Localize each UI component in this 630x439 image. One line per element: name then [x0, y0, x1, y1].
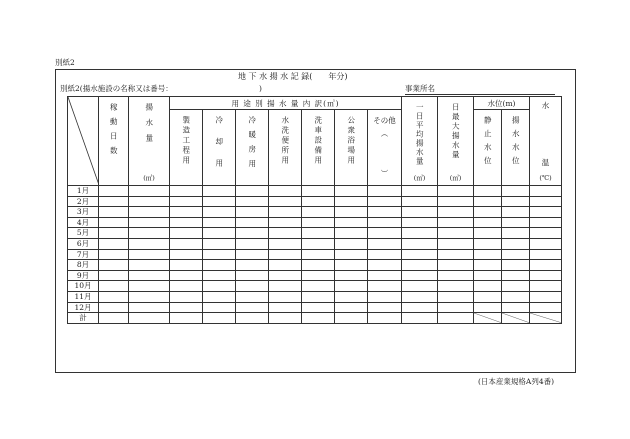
entry-cell[interactable] — [530, 238, 562, 249]
entry-cell[interactable] — [474, 196, 502, 207]
entry-cell[interactable] — [335, 207, 368, 218]
entry-cell[interactable] — [368, 270, 402, 281]
table-row — [68, 291, 562, 302]
entry-cell[interactable] — [236, 291, 269, 302]
entry-cell[interactable] — [203, 270, 236, 281]
entry-cell[interactable] — [474, 249, 502, 260]
entry-cell[interactable] — [502, 249, 530, 260]
entry-cell[interactable] — [402, 281, 438, 292]
entry-cell[interactable] — [474, 217, 502, 228]
entry-cell[interactable] — [335, 281, 368, 292]
entry-cell[interactable] — [129, 260, 170, 271]
entry-cell[interactable] — [530, 207, 562, 218]
entry-cell[interactable] — [302, 238, 335, 249]
entry-cell[interactable] — [502, 217, 530, 228]
diagonal-line — [502, 313, 529, 323]
entry-cell[interactable] — [474, 238, 502, 249]
entry-cell[interactable] — [129, 196, 170, 207]
entry-cell[interactable] — [99, 260, 129, 271]
office-name-field — [405, 85, 555, 95]
entry-cell[interactable] — [170, 186, 203, 197]
entry-cell[interactable] — [269, 270, 302, 281]
entry-cell[interactable] — [170, 302, 203, 313]
entry-cell[interactable] — [438, 270, 474, 281]
month-label: 11月 — [68, 291, 99, 302]
entry-cell[interactable] — [530, 302, 562, 313]
entry-cell[interactable] — [402, 313, 438, 324]
entry-cell[interactable] — [530, 228, 562, 239]
daily-max-header: 日最大揚水量 (㎥) — [438, 97, 474, 186]
entry-cell[interactable] — [335, 217, 368, 228]
entry-cell[interactable] — [269, 281, 302, 292]
total-row — [68, 313, 562, 324]
entry-cell[interactable] — [99, 207, 129, 218]
entry-cell[interactable] — [236, 260, 269, 271]
month-label: 10月 — [68, 281, 99, 292]
entry-cell[interactable] — [368, 186, 402, 197]
struck-cell — [502, 313, 530, 324]
entry-cell[interactable] — [530, 217, 562, 228]
entry-cell[interactable] — [438, 249, 474, 260]
month-label: 5月 — [68, 228, 99, 239]
entry-cell[interactable] — [203, 238, 236, 249]
entry-cell[interactable] — [368, 238, 402, 249]
entry-cell[interactable] — [502, 270, 530, 281]
entry-cell[interactable] — [269, 260, 302, 271]
entry-cell[interactable] — [203, 260, 236, 271]
entry-cell[interactable] — [203, 228, 236, 239]
entry-cell[interactable] — [236, 313, 269, 324]
entry-cell[interactable] — [129, 302, 170, 313]
entry-cell[interactable] — [402, 196, 438, 207]
entry-cell[interactable] — [368, 207, 402, 218]
struck-cell — [530, 313, 562, 324]
footer-standard: (日本産業規格A列4番) — [478, 377, 555, 386]
entry-cell[interactable] — [502, 228, 530, 239]
entry-cell[interactable] — [438, 302, 474, 313]
entry-cell[interactable] — [368, 302, 402, 313]
entry-cell[interactable] — [402, 270, 438, 281]
entry-cell[interactable] — [302, 207, 335, 218]
entry-cell[interactable] — [170, 228, 203, 239]
entry-cell[interactable] — [99, 313, 129, 324]
entry-cell[interactable] — [530, 270, 562, 281]
entry-cell[interactable] — [402, 249, 438, 260]
entry-cell[interactable] — [438, 207, 474, 218]
entry-cell[interactable] — [474, 260, 502, 271]
table-row — [68, 270, 562, 281]
entry-cell[interactable] — [203, 291, 236, 302]
table-row — [68, 217, 562, 228]
entry-cell[interactable] — [502, 281, 530, 292]
entry-cell[interactable] — [99, 291, 129, 302]
entry-cell[interactable] — [368, 217, 402, 228]
entry-cell[interactable] — [335, 291, 368, 302]
entry-cell[interactable] — [236, 207, 269, 218]
entry-cell[interactable] — [474, 207, 502, 218]
form-label: 別紙2 — [55, 58, 75, 67]
entry-cell[interactable] — [170, 291, 203, 302]
diagonal-line — [474, 313, 501, 323]
entry-cell[interactable] — [170, 281, 203, 292]
month-label: 6月 — [68, 238, 99, 249]
entry-cell[interactable] — [170, 249, 203, 260]
entry-cell[interactable] — [269, 228, 302, 239]
entry-cell[interactable] — [269, 249, 302, 260]
entry-cell[interactable] — [502, 207, 530, 218]
diagonal-line — [530, 313, 561, 323]
entry-cell[interactable] — [474, 270, 502, 281]
entry-cell[interactable] — [203, 196, 236, 207]
entry-cell[interactable] — [402, 260, 438, 271]
entry-cell[interactable] — [474, 186, 502, 197]
entry-cell[interactable] — [129, 313, 170, 324]
entry-cell[interactable] — [129, 186, 170, 197]
entry-cell[interactable] — [530, 281, 562, 292]
entry-cell[interactable] — [302, 281, 335, 292]
table-row — [68, 281, 562, 292]
entry-cell[interactable] — [302, 228, 335, 239]
entry-cell[interactable] — [502, 238, 530, 249]
entry-cell[interactable] — [530, 196, 562, 207]
entry-cell[interactable] — [129, 270, 170, 281]
table-row — [68, 186, 562, 197]
entry-cell[interactable] — [203, 313, 236, 324]
entry-cell[interactable] — [99, 281, 129, 292]
form-title: 地 下 水 揚 水 記 録( 年分) — [238, 72, 348, 81]
entry-cell[interactable] — [302, 260, 335, 271]
entry-cell[interactable] — [302, 217, 335, 228]
entry-cell[interactable] — [236, 249, 269, 260]
entry-cell[interactable] — [474, 302, 502, 313]
table-row — [68, 260, 562, 271]
entry-cell[interactable] — [203, 207, 236, 218]
month-label: 3月 — [68, 207, 99, 218]
entry-cell[interactable] — [530, 291, 562, 302]
entry-cell[interactable] — [335, 238, 368, 249]
entry-cell[interactable] — [530, 186, 562, 197]
entry-cell[interactable] — [129, 228, 170, 239]
month-label: 9月 — [68, 270, 99, 281]
entry-cell[interactable] — [302, 291, 335, 302]
usage-bathhouse-header: 公衆浴場用 — [335, 110, 368, 186]
pumping-record-table — [67, 96, 562, 324]
entry-cell[interactable] — [302, 186, 335, 197]
month-label: 8月 — [68, 260, 99, 271]
entry-cell[interactable] — [368, 281, 402, 292]
struck-cell — [474, 313, 502, 324]
entry-cell[interactable] — [335, 228, 368, 239]
entry-cell[interactable] — [438, 281, 474, 292]
pumping-level-header: 揚水水位 — [502, 110, 530, 186]
entry-cell[interactable] — [474, 291, 502, 302]
entry-cell[interactable] — [402, 302, 438, 313]
entry-cell[interactable] — [438, 186, 474, 197]
entry-cell[interactable] — [502, 260, 530, 271]
usage-carwash-header: 洗車設備用 — [302, 110, 335, 186]
entry-cell[interactable] — [236, 270, 269, 281]
entry-cell[interactable] — [129, 281, 170, 292]
entry-cell[interactable] — [129, 249, 170, 260]
entry-cell[interactable] — [502, 186, 530, 197]
entry-cell[interactable] — [170, 270, 203, 281]
entry-cell[interactable] — [236, 281, 269, 292]
entry-cell[interactable] — [302, 249, 335, 260]
entry-cell[interactable] — [335, 186, 368, 197]
entry-cell[interactable] — [269, 313, 302, 324]
daily-average-header: 一日平均揚水量 (㎥) — [402, 97, 438, 186]
entry-cell[interactable] — [335, 196, 368, 207]
entry-cell[interactable] — [335, 260, 368, 271]
usage-toilet-header: 水洗便所用 — [269, 110, 302, 186]
entry-cell[interactable] — [402, 217, 438, 228]
water-temp-header: 水 温 (℃) — [530, 97, 562, 186]
diagonal-corner-cell — [68, 97, 99, 186]
office-label: 事業所名 — [405, 84, 435, 93]
entry-cell[interactable] — [502, 196, 530, 207]
month-label: 4月 — [68, 217, 99, 228]
entry-cell[interactable] — [269, 238, 302, 249]
month-label: 1月 — [68, 186, 99, 197]
entry-cell[interactable] — [170, 217, 203, 228]
pumping-volume-header: 揚水量 (㎥) — [129, 97, 170, 186]
entry-cell[interactable] — [99, 228, 129, 239]
entry-cell[interactable] — [402, 238, 438, 249]
usage-manufacturing-header: 製造工程用 — [170, 110, 203, 186]
diagonal-line — [68, 97, 99, 185]
table-row — [68, 238, 562, 249]
entry-cell[interactable] — [269, 186, 302, 197]
table-row — [68, 207, 562, 218]
usage-other-header: その他 ︵ ︶ — [368, 110, 402, 186]
entry-cell[interactable] — [402, 186, 438, 197]
entry-cell[interactable] — [236, 217, 269, 228]
water-level-header: 水位(m) — [474, 97, 530, 110]
entry-cell[interactable] — [170, 260, 203, 271]
table-row — [68, 249, 562, 260]
entry-cell[interactable] — [203, 281, 236, 292]
entry-cell[interactable] — [438, 260, 474, 271]
entry-cell[interactable] — [302, 313, 335, 324]
entry-cell[interactable] — [438, 217, 474, 228]
entry-cell[interactable] — [170, 207, 203, 218]
entry-cell[interactable] — [368, 291, 402, 302]
entry-cell[interactable] — [203, 217, 236, 228]
month-label: 12月 — [68, 302, 99, 313]
entry-cell[interactable] — [170, 313, 203, 324]
entry-cell[interactable] — [502, 302, 530, 313]
entry-cell[interactable] — [236, 302, 269, 313]
entry-cell[interactable] — [335, 270, 368, 281]
entry-cell[interactable] — [236, 228, 269, 239]
table-row — [68, 196, 562, 207]
entry-cell[interactable] — [402, 291, 438, 302]
entry-cell[interactable] — [402, 228, 438, 239]
entry-cell[interactable] — [438, 313, 474, 324]
entry-cell[interactable] — [99, 270, 129, 281]
entry-cell[interactable] — [335, 249, 368, 260]
total-label: 計 — [68, 313, 99, 324]
entry-cell[interactable] — [368, 249, 402, 260]
entry-cell[interactable] — [203, 249, 236, 260]
entry-cell[interactable] — [438, 196, 474, 207]
facility-label: 別紙2(揚水施設の名称又は番号： ) — [60, 84, 262, 93]
entry-cell[interactable] — [335, 313, 368, 324]
entry-cell[interactable] — [129, 217, 170, 228]
entry-cell[interactable] — [368, 228, 402, 239]
usage-breakdown-header: 用 途 別 揚 水 量 内 訳(㎥) — [170, 97, 402, 110]
entry-cell[interactable] — [236, 196, 269, 207]
entry-cell[interactable] — [203, 186, 236, 197]
entry-cell[interactable] — [530, 249, 562, 260]
entry-cell[interactable] — [99, 196, 129, 207]
entry-cell[interactable] — [438, 228, 474, 239]
table-row — [68, 302, 562, 313]
entry-cell[interactable] — [99, 186, 129, 197]
entry-cell[interactable] — [269, 217, 302, 228]
table-row — [68, 228, 562, 239]
entry-cell[interactable] — [368, 196, 402, 207]
entry-cell[interactable] — [203, 302, 236, 313]
static-level-header: 静止水位 — [474, 110, 502, 186]
entry-cell[interactable] — [170, 238, 203, 249]
entry-cell[interactable] — [474, 281, 502, 292]
entry-cell[interactable] — [269, 196, 302, 207]
entry-cell[interactable] — [236, 238, 269, 249]
operating-days-header: 稼動日数 — [99, 97, 129, 186]
entry-cell[interactable] — [129, 207, 170, 218]
entry-cell[interactable] — [302, 270, 335, 281]
entry-cell[interactable] — [335, 302, 368, 313]
month-label: 2月 — [68, 196, 99, 207]
entry-cell[interactable] — [368, 260, 402, 271]
entry-cell[interactable] — [474, 228, 502, 239]
entry-cell[interactable] — [99, 302, 129, 313]
usage-hvac-header: 冷暖房用 — [236, 110, 269, 186]
entry-cell[interactable] — [99, 217, 129, 228]
usage-cooling-header: 冷却用 — [203, 110, 236, 186]
entry-cell[interactable] — [530, 260, 562, 271]
entry-cell[interactable] — [438, 291, 474, 302]
entry-cell[interactable] — [269, 291, 302, 302]
month-label: 7月 — [68, 249, 99, 260]
entry-cell[interactable] — [269, 302, 302, 313]
entry-cell[interactable] — [236, 186, 269, 197]
entry-cell[interactable] — [302, 302, 335, 313]
entry-cell[interactable] — [368, 313, 402, 324]
entry-cell[interactable] — [402, 207, 438, 218]
entry-cell[interactable] — [99, 238, 129, 249]
entry-cell[interactable] — [302, 196, 335, 207]
entry-cell[interactable] — [170, 196, 203, 207]
entry-cell[interactable] — [99, 249, 129, 260]
entry-cell[interactable] — [269, 207, 302, 218]
entry-cell[interactable] — [438, 238, 474, 249]
entry-cell[interactable] — [502, 291, 530, 302]
entry-cell[interactable] — [129, 238, 170, 249]
entry-cell[interactable] — [129, 291, 170, 302]
